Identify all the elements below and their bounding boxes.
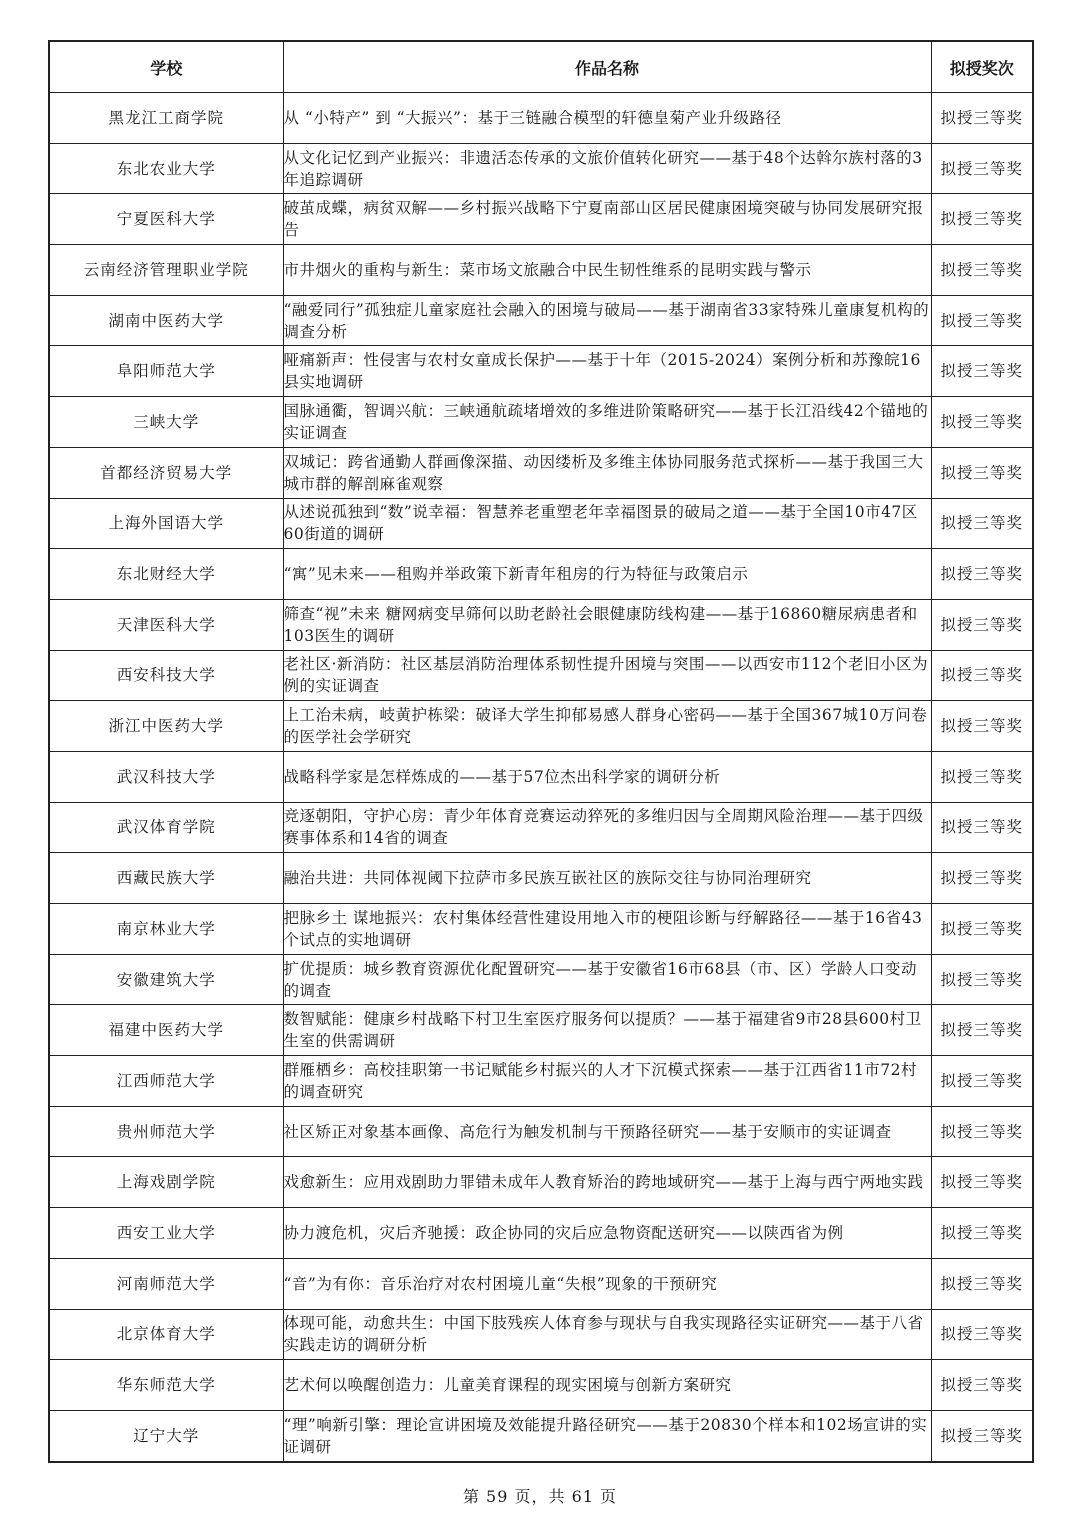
title-cell: 竞逐朝阳，守护心房：青少年体育竞赛运动猝死的多维归因与全周期风险治理——基于四级赛事体系和14省的调查 [283, 802, 931, 853]
header-school: 学校 [49, 41, 283, 93]
school-cell: 上海戏剧学院 [49, 1157, 283, 1208]
school-cell: 黑龙江工商学院 [49, 93, 283, 144]
award-cell: 拟授三等奖 [931, 1106, 1033, 1157]
award-cell: 拟授三等奖 [931, 549, 1033, 600]
title-cell: 把脉乡土 谋地振兴：农村集体经营性建设用地入市的梗阻诊断与纾解路径——基于16省43个试点的实地调研 [283, 904, 931, 955]
table-row [49, 650, 1033, 701]
award-cell: 拟授三等奖 [931, 1309, 1033, 1360]
title-cell: 社区矫正对象基本画像、高危行为触发机制与干预路径研究——基于安顺市的实证调查 [283, 1106, 931, 1157]
table-row [49, 1258, 1033, 1309]
award-cell: 拟授三等奖 [931, 904, 1033, 955]
school-cell: 首都经济贸易大学 [49, 447, 283, 498]
table-row [49, 549, 1033, 600]
award-cell: 拟授三等奖 [931, 245, 1033, 296]
award-cell: 拟授三等奖 [931, 1360, 1033, 1411]
school-cell: 宁夏医科大学 [49, 194, 283, 245]
table-row [49, 853, 1033, 904]
school-cell: 东北农业大学 [49, 143, 283, 194]
table-row [49, 397, 1033, 448]
school-cell: 西藏民族大学 [49, 853, 283, 904]
table-row [49, 194, 1033, 245]
award-cell: 拟授三等奖 [931, 1005, 1033, 1056]
title-cell: 扩优提质：城乡教育资源优化配置研究——基于安徽省16市68县（市、区）学龄人口变动的调查 [283, 954, 931, 1005]
title-cell: 国脉通衢，智调兴航：三峡通航疏堵增效的多维进阶策略研究——基于长江沿线42个锚地的实证调查 [283, 397, 931, 448]
title-cell: 体现可能，动愈共生：中国下肢残疾人体育参与现状与自我实现路径实证研究——基于八省实践走访的调研分析 [283, 1309, 931, 1360]
award-cell: 拟授三等奖 [931, 954, 1033, 1005]
school-cell: 浙江中医药大学 [49, 701, 283, 752]
title-cell: “理”响新引擎：理论宣讲困境及效能提升路径研究——基于20830个样本和102场宣讲的实证调研 [283, 1410, 931, 1461]
table-row [49, 1056, 1033, 1107]
award-cell: 拟授三等奖 [931, 1157, 1033, 1208]
table-row [49, 954, 1033, 1005]
school-cell: 上海外国语大学 [49, 498, 283, 549]
page-number: 第 59 页，共 61 页 [462, 1487, 618, 1506]
award-cell: 拟授三等奖 [931, 498, 1033, 549]
school-cell: 华东师范大学 [49, 1360, 283, 1411]
table-row [49, 1208, 1033, 1259]
award-cell: 拟授三等奖 [931, 751, 1033, 802]
school-cell: 西安工业大学 [49, 1208, 283, 1259]
title-cell: 戏愈新生：应用戏剧助力罪错未成年人教育矫治的跨地域研究——基于上海与西宁两地实践 [283, 1157, 931, 1208]
award-cell: 拟授三等奖 [931, 1208, 1033, 1259]
header-title: 作品名称 [283, 41, 931, 93]
school-cell: 福建中医药大学 [49, 1005, 283, 1056]
title-cell: “寓”见未来——租购并举政策下新青年租房的行为特征与政策启示 [283, 549, 931, 600]
header-award: 拟授奖次 [931, 41, 1033, 93]
school-cell: 三峡大学 [49, 397, 283, 448]
school-cell: 阜阳师范大学 [49, 346, 283, 397]
table-row [49, 447, 1033, 498]
school-cell: 西安科技大学 [49, 650, 283, 701]
school-cell: 辽宁大学 [49, 1410, 283, 1461]
school-cell: 东北财经大学 [49, 549, 283, 600]
award-cell: 拟授三等奖 [931, 194, 1033, 245]
table-row [49, 751, 1033, 802]
table-row [49, 802, 1033, 853]
school-cell: 安徽建筑大学 [49, 954, 283, 1005]
table-row [49, 1005, 1033, 1056]
award-cell: 拟授三等奖 [931, 143, 1033, 194]
table-row [49, 1360, 1033, 1411]
title-cell: 协力渡危机，灾后齐驰援：政企协同的灾后应急物资配送研究——以陕西省为例 [283, 1208, 931, 1259]
title-cell: “音”为有你：音乐治疗对农村困境儿童“失根”现象的干预研究 [283, 1258, 931, 1309]
table-row [49, 904, 1033, 955]
title-cell: 上工治未病，岐黄护栋梁：破译大学生抑郁易感人群身心密码——基于全国367城10万问卷的医学社会学研究 [283, 701, 931, 752]
award-cell: 拟授三等奖 [931, 295, 1033, 346]
school-cell: 武汉科技大学 [49, 751, 283, 802]
header-row [49, 41, 1033, 93]
title-cell: 数智赋能：健康乡村战略下村卫生室医疗服务何以提质？——基于福建省9市28县600村卫生室的供需调研 [283, 1005, 931, 1056]
table-row [49, 701, 1033, 752]
school-cell: 江西师范大学 [49, 1056, 283, 1107]
title-cell: 老社区·新消防：社区基层消防治理体系韧性提升困境与突围——以西安市112个老旧小区为例的实证调查 [283, 650, 931, 701]
title-cell: 艺术何以唤醒创造力：儿童美育课程的现实困境与创新方案研究 [283, 1360, 931, 1411]
award-cell: 拟授三等奖 [931, 346, 1033, 397]
table-row [49, 245, 1033, 296]
award-cell: 拟授三等奖 [931, 1410, 1033, 1461]
award-cell: 拟授三等奖 [931, 853, 1033, 904]
table-row [49, 143, 1033, 194]
school-cell: 贵州师范大学 [49, 1106, 283, 1157]
title-cell: 双城记：跨省通勤人群画像深描、动因缕析及多维主体协同服务范式探析——基于我国三大城市群的解剖麻雀观察 [283, 447, 931, 498]
school-cell: 云南经济管理职业学院 [49, 245, 283, 296]
title-cell: 从文化记忆到产业振兴：非遗活态传承的文旅价值转化研究——基于48个达斡尔族村落的3年追踪调研 [283, 143, 931, 194]
school-cell: 湖南中医药大学 [49, 295, 283, 346]
school-cell: 北京体育大学 [49, 1309, 283, 1360]
school-cell: 天津医科大学 [49, 599, 283, 650]
award-cell: 拟授三等奖 [931, 397, 1033, 448]
table-row [49, 498, 1033, 549]
school-cell: 河南师范大学 [49, 1258, 283, 1309]
title-cell: 市井烟火的重构与新生：菜市场文旅融合中民生韧性维系的昆明实践与警示 [283, 245, 931, 296]
table-row [49, 1106, 1033, 1157]
award-cell: 拟授三等奖 [931, 802, 1033, 853]
title-cell: 融治共进：共同体视阈下拉萨市多民族互嵌社区的族际交往与协同治理研究 [283, 853, 931, 904]
award-cell: 拟授三等奖 [931, 1258, 1033, 1309]
award-cell: 拟授三等奖 [931, 701, 1033, 752]
table-body [49, 93, 1033, 1462]
table-row [49, 599, 1033, 650]
title-cell: “融爱同行”孤独症儿童家庭社会融入的困境与破局——基于湖南省33家特殊儿童康复机构的调查分析 [283, 295, 931, 346]
table-row [49, 93, 1033, 144]
title-cell: 从述说孤独到“数”说幸福：智慧养老重塑老年幸福图景的破局之道——基于全国10市47区60街道的调研 [283, 498, 931, 549]
award-cell: 拟授三等奖 [931, 599, 1033, 650]
title-cell: 从 “小特产” 到 “大振兴”：基于三链融合模型的轩德皇菊产业升级路径 [283, 93, 931, 144]
title-cell: 哑痛新声：性侵害与农村女童成长保护——基于十年（2015-2024）案例分析和苏豫皖16县实地调研 [283, 346, 931, 397]
title-cell: 战略科学家是怎样炼成的——基于57位杰出科学家的调研分析 [283, 751, 931, 802]
school-cell: 南京林业大学 [49, 904, 283, 955]
award-cell: 拟授三等奖 [931, 447, 1033, 498]
table-row [49, 1410, 1033, 1461]
award-table [48, 40, 1034, 1463]
table-row [49, 346, 1033, 397]
award-cell: 拟授三等奖 [931, 93, 1033, 144]
award-cell: 拟授三等奖 [931, 1056, 1033, 1107]
title-cell: 群雁栖乡：高校挂职第一书记赋能乡村振兴的人才下沉模式探索——基于江西省11市72村的调查研究 [283, 1056, 931, 1107]
award-cell: 拟授三等奖 [931, 650, 1033, 701]
table-row [49, 295, 1033, 346]
title-cell: 筛查“视”未来 糖网病变早筛何以助老龄社会眼健康防线构建——基于16860糖尿病患者和103医生的调研 [283, 599, 931, 650]
table-row [49, 1157, 1033, 1208]
table-row [49, 1309, 1033, 1360]
school-cell: 武汉体育学院 [49, 802, 283, 853]
title-cell: 破茧成蝶，病贫双解——乡村振兴战略下宁夏南部山区居民健康困境突破与协同发展研究报告 [283, 194, 931, 245]
